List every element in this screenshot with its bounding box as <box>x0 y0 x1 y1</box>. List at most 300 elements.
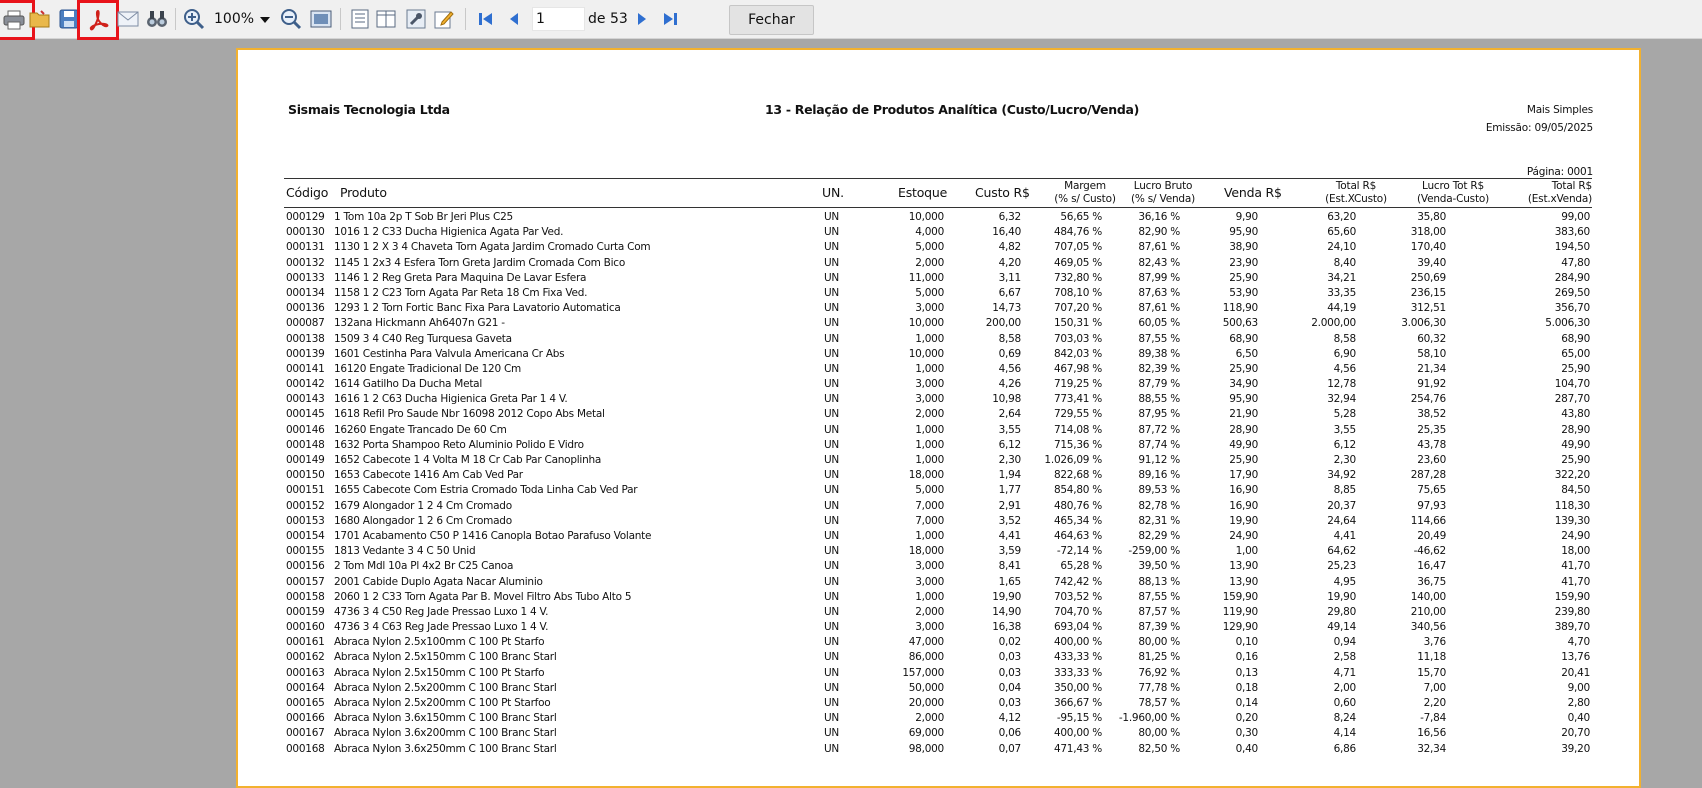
cell-custo: 0,03 <box>998 697 1021 709</box>
table-row <box>284 635 1592 650</box>
cell-custo: 3,59 <box>998 545 1021 558</box>
header-margem <box>1050 180 1120 208</box>
cell-estoque: 18,000 <box>908 469 944 482</box>
table-row <box>284 590 1592 605</box>
header-lucro-line2: (% s/ Venda) <box>1130 193 1196 205</box>
cell-venda: 95,90 <box>1229 393 1258 406</box>
cell-total-venda: 383,60 <box>1554 226 1590 239</box>
zoom-out-button[interactable] <box>279 5 303 33</box>
header-estoque: Estoque <box>898 185 948 200</box>
cell-venda: 23,90 <box>1229 256 1258 269</box>
cell-margem: 471,43 % <box>1053 742 1102 755</box>
cell-estoque: 10,000 <box>908 317 944 330</box>
monitor-icon <box>310 10 332 28</box>
cell-codigo: 000148 <box>286 438 325 451</box>
cell-produto: 1813 Vedante 3 4 C 50 Unid <box>334 545 476 558</box>
cell-total-venda: 389,70 <box>1554 621 1590 634</box>
cell-produto: 1652 Cabecote 1 4 Volta M 18 Cr Cab Par Canoplinha <box>334 454 602 466</box>
cell-estoque: 3,000 <box>915 560 944 573</box>
cell-total-custo: 2,30 <box>1333 454 1356 466</box>
cell-margem: 707,20 % <box>1053 302 1102 315</box>
cell-lucro-total: 236,15 <box>1410 286 1446 299</box>
cell-custo: 2,91 <box>998 499 1021 512</box>
cell-custo: 200,00 <box>985 317 1021 330</box>
cell-total-custo: 64,62 <box>1327 545 1356 558</box>
cell-total-venda: 4,70 <box>1567 636 1590 649</box>
cell-produto: 1130 1 2 X 3 4 Chaveta Torn Agata Jardim Cromado Curta Com <box>334 241 651 254</box>
cell-total-custo: 25,23 <box>1327 560 1356 573</box>
cell-total-custo: 65,60 <box>1327 226 1356 239</box>
cell-lucro-total: 25,35 <box>1417 423 1446 436</box>
cell-lucro-total: 58,10 <box>1417 347 1446 360</box>
table-row <box>284 347 1592 362</box>
cell-lucro: 87,63 % <box>1138 286 1180 299</box>
cell-lucro: 82,50 % <box>1138 742 1180 755</box>
cell-margem: 400,00 % <box>1053 636 1102 649</box>
cell-estoque: 69,000 <box>908 727 944 740</box>
header-total-custo <box>1316 180 1396 208</box>
cell-margem: 56,65 % <box>1060 211 1102 223</box>
cell-codigo: 000143 <box>286 393 325 406</box>
cell-lucro-total: 312,51 <box>1410 302 1446 315</box>
cell-venda: 13,90 <box>1229 560 1258 573</box>
cell-estoque: 11,000 <box>908 271 944 284</box>
cell-total-custo: 4,41 <box>1333 529 1356 542</box>
cell-lucro: 91,12 % <box>1138 454 1180 466</box>
table-row <box>284 499 1592 514</box>
table-row <box>284 726 1592 741</box>
cell-produto: Abraca Nylon 3.6x200mm C 100 Branc Starl <box>334 727 557 740</box>
cell-venda: 13,90 <box>1229 575 1258 588</box>
cell-codigo: 000146 <box>286 423 325 436</box>
cell-estoque: 157,000 <box>902 666 944 679</box>
cell-margem: 822,68 % <box>1053 469 1102 482</box>
cell-lucro-total: 32,34 <box>1417 742 1446 755</box>
cell-lucro: 87,99 % <box>1138 271 1180 284</box>
cell-custo: 16,38 <box>992 621 1021 634</box>
header-lucrotot-line2: (Venda-Custo) <box>1417 193 1489 205</box>
cell-total-venda: 43,80 <box>1561 408 1590 421</box>
cell-margem: 719,25 % <box>1053 378 1102 391</box>
cell-margem: 693,04 % <box>1053 621 1102 634</box>
cell-produto: 1016 1 2 C33 Ducha Higienica Agata Par Ved. <box>334 226 564 239</box>
cell-margem: 714,08 % <box>1053 423 1102 436</box>
cell-estoque: 10,000 <box>908 347 944 360</box>
arrow-right-icon <box>635 11 649 27</box>
cell-total-custo: 24,10 <box>1327 241 1356 254</box>
table-row <box>284 240 1592 255</box>
table-row <box>284 407 1592 422</box>
cell-margem: 707,05 % <box>1053 241 1102 254</box>
cell-codigo: 000165 <box>286 697 325 709</box>
cell-lucro: 88,13 % <box>1138 575 1180 588</box>
system-name: Mais Simples <box>1526 104 1593 116</box>
cell-custo: 0,07 <box>998 742 1021 755</box>
cell-lucro-total: -46,62 <box>1413 545 1446 558</box>
toolbar-separator <box>465 8 466 30</box>
header-custo: Custo R$ <box>975 185 1030 200</box>
previous-page-button[interactable] <box>502 5 526 33</box>
cell-codigo: 000142 <box>286 378 325 391</box>
cell-total-custo: 5,28 <box>1333 408 1356 421</box>
cell-estoque: 1,000 <box>915 590 944 603</box>
cell-custo: 0,69 <box>998 347 1021 360</box>
page-setup-button[interactable] <box>348 5 372 33</box>
cell-lucro-total: 20,49 <box>1417 529 1446 542</box>
wrench-icon <box>406 9 426 29</box>
cell-total-custo: 8,24 <box>1333 712 1356 725</box>
cell-estoque: 1,000 <box>915 454 944 466</box>
table-row <box>284 392 1592 407</box>
cell-total-custo: 34,92 <box>1327 469 1356 482</box>
cell-custo: 4,82 <box>998 241 1021 254</box>
cell-venda: 118,90 <box>1222 302 1258 315</box>
table-row <box>284 620 1592 635</box>
cell-lucro: 87,61 % <box>1138 241 1180 254</box>
cell-margem: 708,10 % <box>1053 286 1102 299</box>
cell-margem: -95,15 % <box>1056 712 1102 725</box>
cell-venda: 25,90 <box>1229 454 1258 466</box>
export-pdf-button[interactable] <box>80 3 116 37</box>
cell-venda: 119,90 <box>1222 605 1258 618</box>
cell-un: UN <box>824 423 840 436</box>
cell-estoque: 1,000 <box>915 332 944 345</box>
table-row <box>284 711 1592 726</box>
report-page <box>236 48 1641 788</box>
emission-date: Emissão: 09/05/2025 <box>1485 122 1593 134</box>
cell-un: UN <box>824 651 840 664</box>
cell-lucro: 82,31 % <box>1138 514 1180 527</box>
cell-codigo: 000158 <box>286 590 325 603</box>
table-row <box>284 377 1592 392</box>
cell-total-custo: 8,85 <box>1333 484 1356 497</box>
cell-produto: 1158 1 2 C23 Torn Agata Par Reta 18 Cm Fixa Ved. <box>334 286 588 299</box>
cell-total-venda: 65,00 <box>1561 347 1590 360</box>
first-page-button[interactable] <box>474 5 498 33</box>
cell-codigo: 000141 <box>286 362 325 375</box>
last-page-icon <box>662 11 678 27</box>
cell-estoque: 10,000 <box>908 211 944 223</box>
cell-total-custo: 0,94 <box>1333 636 1356 649</box>
cell-margem: 854,80 % <box>1053 484 1102 497</box>
cell-total-venda: 84,50 <box>1561 484 1590 497</box>
cell-venda: 25,90 <box>1229 362 1258 375</box>
cell-un: UN <box>824 499 840 512</box>
cell-total-venda: 356,70 <box>1554 302 1590 315</box>
zoom-select[interactable] <box>214 8 274 30</box>
cell-codigo: 000145 <box>286 408 325 421</box>
cell-lucro: -1.960,00 % <box>1118 712 1180 725</box>
cell-codigo: 000161 <box>286 636 325 649</box>
page-number: Página: 0001 <box>1526 166 1593 178</box>
cell-custo: 0,02 <box>998 636 1021 649</box>
cell-total-custo: 6,12 <box>1333 438 1356 451</box>
cell-venda: 0,14 <box>1235 697 1258 709</box>
company-name: Sismais Tecnologia Ltda <box>288 102 450 117</box>
pdf-icon <box>87 9 109 31</box>
cell-codigo: 000160 <box>286 621 325 634</box>
header-lucro-line1: Lucro Bruto <box>1133 180 1193 192</box>
cell-total-venda: 287,70 <box>1554 393 1590 406</box>
save-button[interactable] <box>57 5 81 33</box>
cell-produto: 1509 3 4 C40 Reg Turquesa Gaveta <box>334 332 512 345</box>
cell-lucro-total: 35,80 <box>1417 211 1446 223</box>
email-button[interactable] <box>116 5 140 33</box>
cell-total-custo: 2,58 <box>1333 651 1356 664</box>
cell-produto: 1616 1 2 C63 Ducha Higienica Greta Par 1 4 V. <box>334 393 568 406</box>
cell-total-custo: 12,78 <box>1327 378 1356 391</box>
cell-lucro-total: 15,70 <box>1417 666 1446 679</box>
cell-venda: 38,90 <box>1229 241 1258 254</box>
page-number-input[interactable]: 1 <box>532 7 585 31</box>
cell-un: UN <box>824 362 840 375</box>
cell-codigo: 000152 <box>286 499 325 512</box>
cell-custo: 1,65 <box>998 575 1021 588</box>
cell-un: UN <box>824 408 840 421</box>
header-lucro-total <box>1410 180 1496 208</box>
cell-estoque: 3,000 <box>915 378 944 391</box>
cell-total-custo: 29,80 <box>1327 605 1356 618</box>
cell-venda: 16,90 <box>1229 484 1258 497</box>
cell-un: UN <box>824 241 840 254</box>
find-button[interactable] <box>145 5 169 33</box>
cell-codigo: 000136 <box>286 302 325 315</box>
cell-un: UN <box>824 560 840 573</box>
cell-lucro-total: 170,40 <box>1410 241 1446 254</box>
cell-lucro-total: 254,76 <box>1410 393 1446 406</box>
cell-total-venda: 41,70 <box>1561 575 1590 588</box>
cell-lucro-total: 60,32 <box>1417 332 1446 345</box>
cell-lucro: 89,38 % <box>1138 347 1180 360</box>
cell-venda: 95,90 <box>1229 226 1258 239</box>
table-row <box>284 225 1592 240</box>
cell-total-custo: 4,71 <box>1333 666 1356 679</box>
cell-produto: Abraca Nylon 2.5x150mm C 100 Branc Starl <box>334 651 557 664</box>
cell-lucro-total: 21,34 <box>1417 362 1446 375</box>
cell-lucro-total: 7,00 <box>1423 681 1446 694</box>
cell-codigo: 000130 <box>286 226 325 239</box>
table-row <box>284 316 1592 331</box>
pencil-icon <box>434 9 454 29</box>
printer-icon <box>3 10 25 30</box>
cell-total-venda: 25,90 <box>1561 454 1590 466</box>
cell-margem: 703,52 % <box>1053 590 1102 603</box>
cell-un: UN <box>824 378 840 391</box>
cell-margem: 715,36 % <box>1053 438 1102 451</box>
cell-un: UN <box>824 605 840 618</box>
cell-custo: 16,40 <box>992 226 1021 239</box>
last-page-button[interactable] <box>658 5 682 33</box>
cell-lucro: 82,78 % <box>1138 499 1180 512</box>
cell-estoque: 1,000 <box>915 529 944 542</box>
cell-codigo: 000167 <box>286 727 325 740</box>
header-lucro-bruto <box>1128 180 1198 208</box>
cell-total-custo: 33,35 <box>1327 286 1356 299</box>
cell-margem: 467,98 % <box>1053 362 1102 375</box>
cell-custo: 3,55 <box>998 423 1021 436</box>
cell-un: UN <box>824 545 840 558</box>
cell-un: UN <box>824 286 840 299</box>
cell-total-venda: 5.006,30 <box>1545 317 1590 330</box>
cell-total-venda: 239,80 <box>1554 605 1590 618</box>
cell-total-venda: 41,70 <box>1561 560 1590 573</box>
cell-custo: 4,41 <box>998 529 1021 542</box>
cell-lucro: 60,05 % <box>1138 317 1180 330</box>
cell-venda: 34,90 <box>1229 378 1258 391</box>
table-row <box>284 453 1592 468</box>
zoom-in-button[interactable] <box>182 5 206 33</box>
cell-estoque: 4,000 <box>915 226 944 239</box>
cell-lucro: 78,57 % <box>1138 697 1180 709</box>
cell-produto: Abraca Nylon 3.6x250mm C 100 Branc Starl <box>334 742 557 755</box>
cell-produto: Abraca Nylon 2.5x200mm C 100 Branc Starl <box>334 681 557 694</box>
cell-custo: 2,30 <box>998 454 1021 466</box>
cell-lucro: 82,90 % <box>1138 226 1180 239</box>
cell-estoque: 18,000 <box>908 545 944 558</box>
open-button[interactable] <box>28 5 52 33</box>
cell-custo: 14,90 <box>992 605 1021 618</box>
cell-venda: 159,90 <box>1222 590 1258 603</box>
cell-codigo: 000134 <box>286 286 325 299</box>
cell-custo: 4,26 <box>998 378 1021 391</box>
table-row <box>284 210 1592 225</box>
cell-un: UN <box>824 332 840 345</box>
two-pages-button[interactable] <box>374 5 398 33</box>
tools-button[interactable] <box>404 5 428 33</box>
cell-lucro-total: 287,28 <box>1410 469 1446 482</box>
cell-custo: 4,20 <box>998 256 1021 269</box>
cell-custo: 8,41 <box>998 560 1021 573</box>
cell-total-venda: 139,30 <box>1554 514 1590 527</box>
cell-custo: 2,64 <box>998 408 1021 421</box>
cell-lucro-total: 16,56 <box>1417 727 1446 740</box>
cell-produto: 4736 3 4 C63 Reg Jade Pressao Luxo 1 4 V. <box>334 621 549 634</box>
fullscreen-button[interactable] <box>309 5 333 33</box>
cell-lucro-total: 36,75 <box>1417 575 1446 588</box>
cell-codigo: 000157 <box>286 575 325 588</box>
cell-custo: 0,06 <box>998 727 1021 740</box>
cell-margem: 433,33 % <box>1053 651 1102 664</box>
cell-venda: 17,90 <box>1229 469 1258 482</box>
cell-lucro: 80,00 % <box>1138 727 1180 740</box>
cell-lucro-total: 11,18 <box>1417 651 1446 664</box>
cell-produto: 1701 Acabamento C50 P 1416 Canopla Botao Parafuso Volante <box>334 529 652 542</box>
cell-lucro: 87,55 % <box>1138 590 1180 603</box>
cell-produto: Abraca Nylon 2.5x150mm C 100 Pt Starfo <box>334 666 545 679</box>
edit-button[interactable] <box>432 5 456 33</box>
cell-venda: 1,00 <box>1235 545 1258 558</box>
close-button[interactable]: Fechar <box>729 5 814 35</box>
viewer-toolbar <box>0 0 1702 39</box>
cell-produto: 16120 Engate Tradicional De 120 Cm <box>334 362 522 375</box>
cell-codigo: 000159 <box>286 605 325 618</box>
table-row <box>284 742 1592 757</box>
cell-venda: 16,90 <box>1229 499 1258 512</box>
chevron-down-icon <box>260 17 270 23</box>
cell-lucro: 77,78 % <box>1138 681 1180 694</box>
cell-total-custo: 32,94 <box>1327 393 1356 406</box>
cell-estoque: 5,000 <box>915 286 944 299</box>
cell-venda: 0,13 <box>1235 666 1258 679</box>
cell-total-custo: 0,60 <box>1333 697 1356 709</box>
cell-un: UN <box>824 484 840 497</box>
cell-margem: 366,67 % <box>1053 697 1102 709</box>
table-row <box>284 696 1592 711</box>
cell-lucro: 87,61 % <box>1138 302 1180 315</box>
cell-codigo: 000154 <box>286 529 325 542</box>
cell-total-custo: 4,14 <box>1333 727 1356 740</box>
cell-estoque: 3,000 <box>915 621 944 634</box>
cell-margem: 400,00 % <box>1053 727 1102 740</box>
cell-un: UN <box>824 393 840 406</box>
cell-custo: 3,11 <box>998 271 1021 284</box>
cell-total-custo: 3,55 <box>1333 423 1356 436</box>
cell-total-venda: 25,90 <box>1561 362 1590 375</box>
cell-lucro-total: 3,76 <box>1423 636 1446 649</box>
cell-codigo: 000164 <box>286 681 325 694</box>
cell-un: UN <box>824 302 840 315</box>
cell-estoque: 47,000 <box>908 636 944 649</box>
cell-lucro: 87,72 % <box>1138 423 1180 436</box>
cell-estoque: 86,000 <box>908 651 944 664</box>
cell-produto: 1680 Alongador 1 2 6 Cm Cromado <box>334 514 512 527</box>
cell-codigo: 000133 <box>286 271 325 284</box>
cell-estoque: 98,000 <box>908 742 944 755</box>
cell-custo: 0,04 <box>998 681 1021 694</box>
cell-total-venda: 47,80 <box>1561 256 1590 269</box>
cell-total-venda: 28,90 <box>1561 423 1590 436</box>
binoculars-icon <box>146 9 168 29</box>
cell-codigo: 000166 <box>286 712 325 725</box>
cell-total-venda: 322,20 <box>1554 469 1590 482</box>
cell-un: UN <box>824 681 840 694</box>
next-page-button[interactable] <box>630 5 654 33</box>
table-row <box>284 483 1592 498</box>
cell-lucro-total: 114,66 <box>1410 514 1446 527</box>
cell-un: UN <box>824 727 840 740</box>
cell-total-venda: 49,90 <box>1561 438 1590 451</box>
cell-total-venda: 284,90 <box>1554 271 1590 284</box>
zoom-in-icon <box>183 8 205 30</box>
first-page-icon <box>478 11 494 27</box>
cell-margem: 150,31 % <box>1053 317 1102 330</box>
cell-un: UN <box>824 697 840 709</box>
cell-venda: 68,90 <box>1229 332 1258 345</box>
cell-venda: 0,18 <box>1235 681 1258 694</box>
cell-un: UN <box>824 621 840 634</box>
cell-un: UN <box>824 712 840 725</box>
cell-total-venda: 18,00 <box>1561 545 1590 558</box>
table-row <box>284 529 1592 544</box>
cell-un: UN <box>824 256 840 269</box>
cell-custo: 0,03 <box>998 651 1021 664</box>
cell-margem: 703,03 % <box>1053 332 1102 345</box>
cell-un: UN <box>824 742 840 755</box>
cell-produto: 1146 1 2 Reg Greta Para Maquina De Lavar Esfera <box>334 271 587 284</box>
cell-custo: 1,77 <box>998 484 1021 497</box>
cell-lucro-total: 250,69 <box>1410 271 1446 284</box>
cell-lucro: 80,00 % <box>1138 636 1180 649</box>
folder-icon <box>29 10 51 28</box>
cell-un: UN <box>824 347 840 360</box>
cell-estoque: 2,000 <box>915 712 944 725</box>
cell-custo: 6,12 <box>998 438 1021 451</box>
cell-un: UN <box>824 666 840 679</box>
table-row <box>284 286 1592 301</box>
cell-total-venda: 104,70 <box>1554 378 1590 391</box>
header-margem-line1: Margem <box>1064 180 1106 192</box>
cell-codigo: 000163 <box>286 666 325 679</box>
